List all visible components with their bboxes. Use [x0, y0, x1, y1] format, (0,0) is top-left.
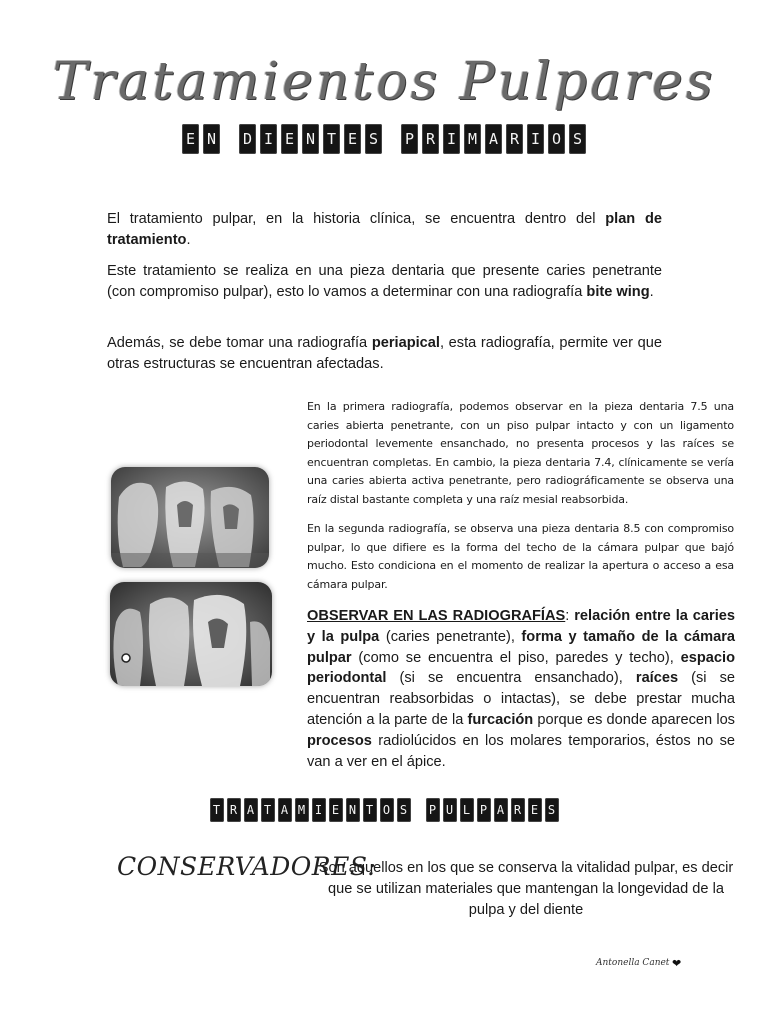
text-run: El tratamiento pulpar, en la historia clínica, se encuentra dentro del — [107, 211, 606, 227]
text-run: Este tratamiento se realiza en una pieza dentaria que presente caries penetrante (con compromiso pulpar), esto lo vamos a determinar con una radiografía — [107, 263, 662, 300]
bold-term: procesos — [307, 732, 372, 749]
letter-gap — [386, 124, 397, 154]
letter-tile: I — [260, 124, 277, 154]
letter-tile: A — [244, 798, 258, 822]
observe-paragraph — [307, 606, 735, 772]
bold-term: periapical — [371, 335, 440, 351]
letter-tile: A — [494, 798, 508, 822]
letter-tile: T — [261, 798, 275, 822]
bold-term: espacio periodontal — [307, 649, 735, 687]
letter-tile: T — [363, 798, 377, 822]
letter-tile: R — [511, 798, 525, 822]
letter-tile: N — [302, 124, 319, 154]
text-run: Además, se debe tomar una radiografía — [107, 335, 372, 351]
letter-tile: I — [443, 124, 460, 154]
letter-tile: T — [210, 798, 224, 822]
letter-tile: I — [527, 124, 544, 154]
letter-tile: R — [227, 798, 241, 822]
bold-term: plan de tratamiento — [107, 211, 662, 248]
letter-tile: M — [295, 798, 309, 822]
bold-term: raíces — [635, 670, 679, 687]
text-run: radiolúcidos en los molares temporarios, éstos no se van a ver en el ápice. — [307, 732, 735, 770]
letter-tile: U — [443, 798, 457, 822]
bold-term: furcación — [467, 711, 534, 728]
radiograph-image-1 — [111, 467, 269, 568]
text-run: , esta radiografía, permite ver que otras estructuras se encuentran afectadas. — [107, 335, 662, 372]
letter-tile: T — [323, 124, 340, 154]
observe-heading: OBSERVAR EN LAS RADIOGRAFÍAS — [307, 608, 566, 624]
letter-tile: S — [545, 798, 559, 822]
letter-tile: P — [401, 124, 418, 154]
letter-tile: S — [397, 798, 411, 822]
conservadores-description: Son aquellos en los que se conserva la vitalidad pulpar, es decir que se utilizan materiales que mantengan la longevidad de la pulpa y del diente — [318, 860, 734, 918]
text-run: . — [186, 232, 191, 248]
letter-tile: R — [422, 124, 439, 154]
letter-tile: M — [464, 124, 481, 154]
heart-icon: ❤ — [672, 958, 682, 970]
page-title: Tratamientos Pulpares — [52, 52, 716, 112]
letter-tile: O — [548, 124, 565, 154]
bite-wing-paragraph — [107, 261, 662, 303]
letter-tile: L — [460, 798, 474, 822]
text-run: (caries penetrante), — [379, 628, 522, 645]
letter-gap — [224, 124, 235, 154]
letter-tile: N — [203, 124, 220, 154]
letter-tile: E — [281, 124, 298, 154]
letter-gap — [414, 798, 423, 822]
text-run: . — [649, 284, 654, 300]
text-run: (si se encuentra ensanchado), — [386, 670, 636, 687]
first-radiograph-description: En la primera radiografía, podemos observar en la pieza dentaria 7.5 una caries abierta penetrante, con un piso pulpar intacto y con un ligamento periodontal levemente ensanchado, no presenta procesos y las raíces se encuentran completas. En cambio, la pieza dentaria 7.4, clínicamente se vería una caries abierta activa penetrante, pero radiográficamente se observa una raíz distal bastante completa y una raíz mesial reabsorbida. — [307, 400, 734, 506]
bold-term: relación entre la caries y la pulpa — [307, 608, 735, 645]
letter-tile: R — [506, 124, 523, 154]
section-title — [0, 798, 768, 822]
heading-text — [384, 124, 385, 125]
letter-tile: E — [329, 798, 343, 822]
letter-tile: P — [426, 798, 440, 822]
text-run: (como se encuentra el piso, paredes y techo), — [351, 649, 681, 666]
text-run: (si se encuentran reabsorbidas o intactas), se debe prestar mucha atención a la parte de la — [307, 670, 736, 728]
second-radiograph-description: En la segunda radiografía, se observa una pieza dentaria 8.5 con compromiso pulpar, lo que difiere es la forma del techo de la cámara pulpar que bajó mucho. Esto condiciona en el momento de realizar la apertura o acceso a esa cámara pulpar. — [307, 522, 734, 591]
page-subtitle — [0, 124, 768, 154]
letter-tile: P — [477, 798, 491, 822]
letter-tile: E — [182, 124, 199, 154]
author-signature: Antonella Canet — [596, 958, 670, 968]
bold-term: bite wing — [586, 284, 650, 300]
conservadores-label: CONSERVADORES: — [117, 852, 377, 881]
letter-tile: I — [312, 798, 326, 822]
radiograph-image-2 — [110, 582, 272, 686]
letter-tile: S — [365, 124, 382, 154]
periapical-paragraph — [107, 333, 662, 375]
letter-tile: A — [485, 124, 502, 154]
letter-tile: S — [569, 124, 586, 154]
letter-tile: E — [344, 124, 361, 154]
letter-tile: D — [239, 124, 256, 154]
letter-tile: E — [528, 798, 542, 822]
letter-tile: A — [278, 798, 292, 822]
text-run: : — [565, 608, 575, 624]
bold-term: forma y tamaño de la cámara pulpar — [307, 628, 736, 666]
letter-tile: O — [380, 798, 394, 822]
text-run: porque es donde aparecen los — [533, 711, 735, 728]
letter-tile: N — [346, 798, 360, 822]
intro-paragraph — [107, 209, 662, 251]
